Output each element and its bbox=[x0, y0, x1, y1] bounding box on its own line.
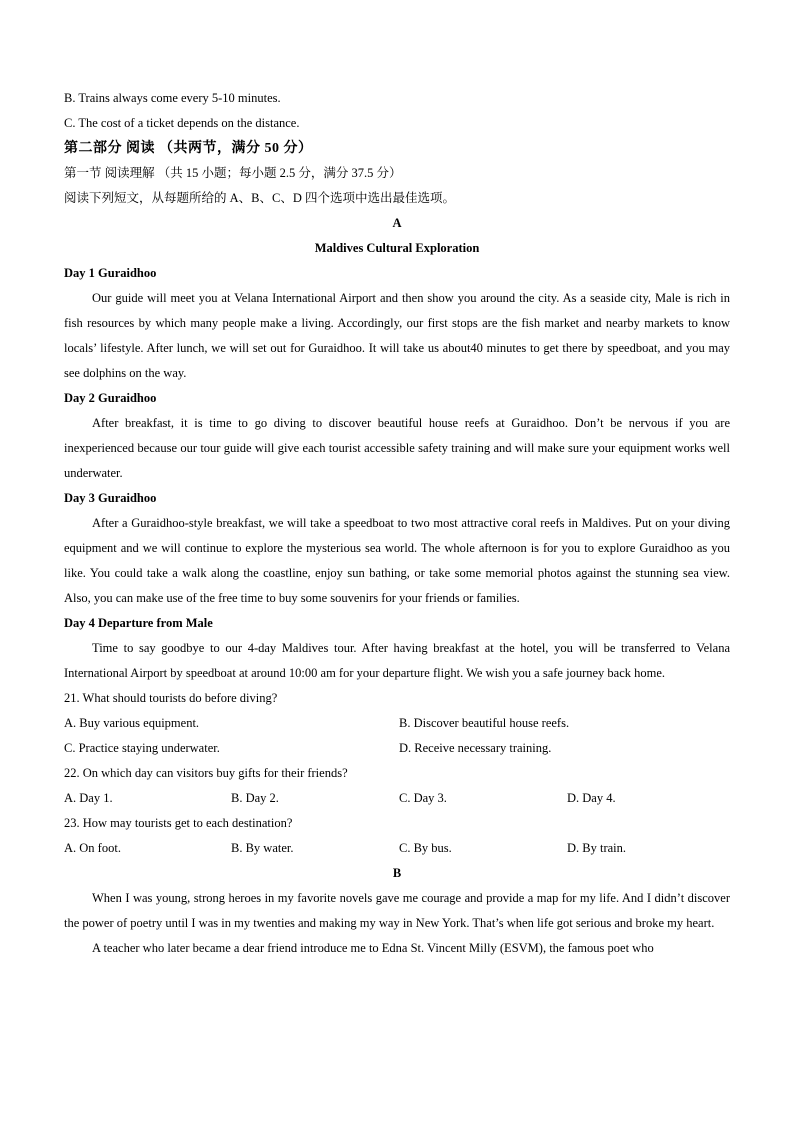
day-3-heading: Day 3 Guraidhoo bbox=[64, 491, 157, 505]
question-21-options-row-1 bbox=[64, 711, 730, 736]
question-21-option-a: A. Buy various equipment. bbox=[64, 716, 200, 730]
instruction: 阅读下列短文，从每题所给的 A、B、C、D 四个选项中选出最佳选项。 bbox=[64, 191, 455, 205]
day-2-text: After breakfast, it is time to go diving to discover beautiful house reefs at Guraidhoo. Don’t be nervous if you are inexperienced because our tour guide will give each tourist accessible safety training and will make sure your equipment works well underwater. bbox=[64, 416, 730, 480]
question-21-options-row-2 bbox=[64, 736, 730, 761]
question-21-option-b: B. Discover beautiful house reefs. bbox=[399, 716, 570, 730]
passage-b-letter: B bbox=[392, 866, 402, 880]
question-23-option-d: D. By train. bbox=[567, 841, 627, 855]
passage-a-title: Maldives Cultural Exploration bbox=[314, 241, 480, 255]
question-23-option-c: C. By bus. bbox=[399, 841, 452, 855]
question-23: 23. How may tourists get to each destination? bbox=[64, 816, 293, 830]
question-22-option-b: B. Day 2. bbox=[231, 791, 279, 805]
day-2-heading: Day 2 Guraidhoo bbox=[64, 391, 157, 405]
day-4-text: Time to say goodbye to our 4-day Maldives tour. After having breakfast at the hotel, you will be transferred to Velana International Airport by speedboat at around 10:00 am for your departure flight. We wish you a safe journey back home. bbox=[64, 641, 730, 680]
day-1-text: Our guide will meet you at Velana International Airport and then show you around the city. As a seaside city, Male is rich in fish resources by which many people make a living. Accordingly, our first stops are the fish market and nearby markets to know locals’ lifestyle. After lunch, we will set out for Guraidhoo. It will take us about40 minutes to get there by speedboat, and you may see dolphins on the way. bbox=[64, 291, 730, 380]
day-3-text: After a Guraidhoo-style breakfast, we will take a speedboat to two most attractive coral reefs in Maldives. Put on your diving equipment and we will continue to explore the mysterious sea world. The whole afternoon is for you to explore Guraidhoo as you like. You could take a walk along the coastline, enjoy sun bathing, or take some memorial photos against the stunning sea view. Also, you can make use of the free time to buy some souvenirs for your friends or families. bbox=[64, 516, 730, 605]
passage-b-paragraph-2: A teacher who later became a dear friend introduce me to Edna St. Vincent Milly (ESVM), the famous poet who bbox=[92, 941, 654, 955]
question-22-option-d: D. Day 4. bbox=[567, 791, 616, 805]
question-23-option-b: B. By water. bbox=[231, 841, 294, 855]
section-title: 第一节 阅读理解 （共 15 小题；每小题 2.5 分，满分 37.5 分） bbox=[64, 166, 402, 180]
question-23-options bbox=[64, 836, 730, 861]
question-22-option-c: C. Day 3. bbox=[399, 791, 447, 805]
question-22-options bbox=[64, 786, 730, 811]
passage-a-letter: A bbox=[392, 216, 402, 230]
part-title: 第二部分 阅读 （共两节，满分 50 分） bbox=[64, 141, 313, 156]
question-21-option-c: C. Practice staying underwater. bbox=[64, 741, 220, 755]
question-22-option-a: A. Day 1. bbox=[64, 791, 113, 805]
previous-option-c: C. The cost of a ticket depends on the distance. bbox=[64, 116, 300, 130]
exam-page bbox=[64, 86, 730, 961]
passage-b-paragraph-1: When I was young, strong heroes in my favorite novels gave me courage and provide a map for my life. And I didn’t discover the power of poetry until I was in my twenties and making my way in New York. That’s when life got serious and broke my heart. bbox=[64, 891, 730, 930]
day-4-heading: Day 4 Departure from Male bbox=[64, 616, 213, 630]
day-1-heading: Day 1 Guraidhoo bbox=[64, 266, 157, 280]
question-21: 21. What should tourists do before diving? bbox=[64, 691, 278, 705]
question-21-option-d: D. Receive necessary training. bbox=[399, 741, 552, 755]
previous-option-b: B. Trains always come every 5-10 minutes. bbox=[64, 91, 281, 105]
question-22: 22. On which day can visitors buy gifts for their friends? bbox=[64, 766, 348, 780]
question-23-option-a: A. On foot. bbox=[64, 841, 121, 855]
